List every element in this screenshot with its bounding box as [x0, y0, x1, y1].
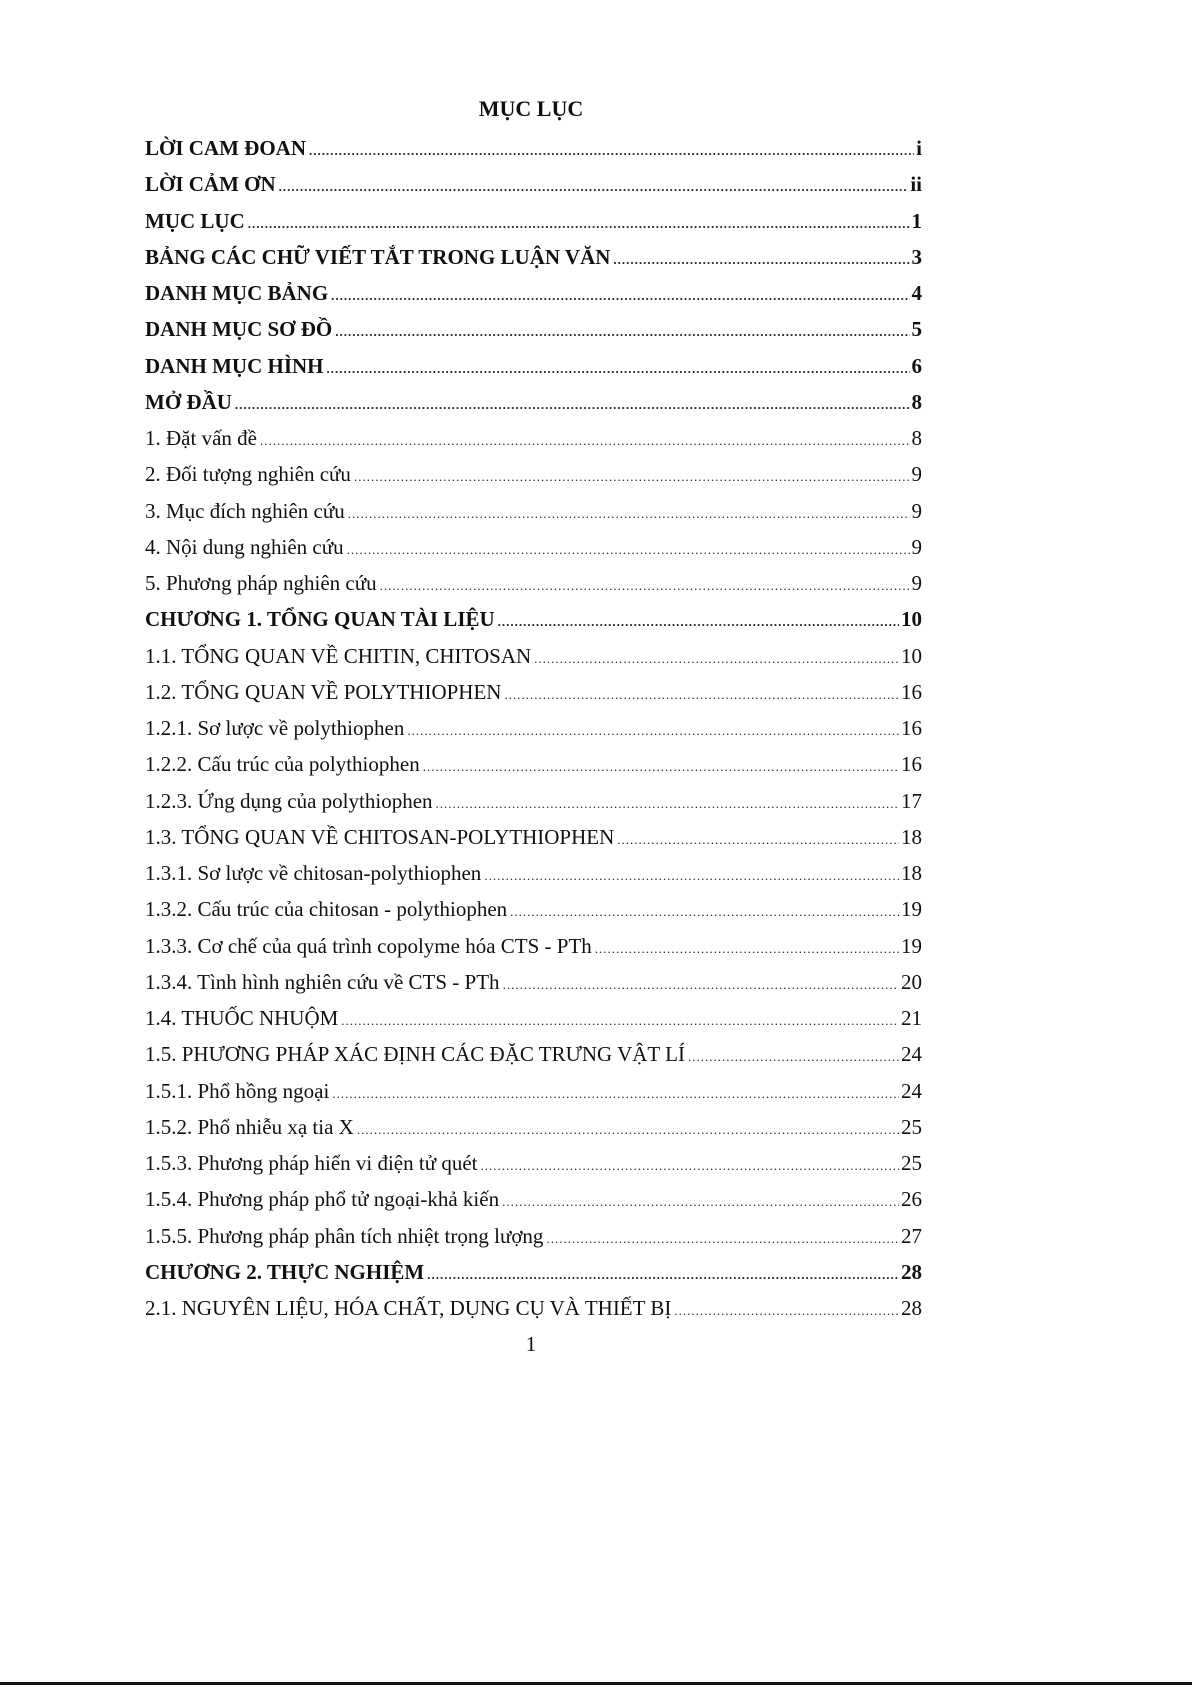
toc-dot-leader — [510, 894, 899, 930]
toc-entry-page: 1 — [911, 208, 922, 233]
toc-entry-title: 1.2.3. Ứng dụng của polythiophen — [145, 788, 433, 813]
toc-entry-title: 5. Phương pháp nghiên cứu — [145, 571, 377, 595]
toc-entry[interactable] — [145, 348, 922, 384]
toc-dot-leader — [613, 242, 909, 278]
toc-dot-leader — [347, 532, 910, 568]
toc-entry-page: 26 — [901, 1187, 922, 1212]
toc-dot-leader — [546, 1221, 899, 1257]
toc-entry-title: LỜI CẢM ƠN — [145, 172, 276, 197]
toc-entry-page: 25 — [901, 1151, 922, 1175]
toc-dot-leader — [595, 931, 899, 967]
toc-dot-leader — [534, 641, 899, 677]
toc-entry-page: 4 — [911, 281, 922, 305]
toc-entry[interactable] — [145, 674, 922, 710]
toc-entry-title: 1. Đặt vấn đề — [145, 426, 257, 450]
toc-entry[interactable] — [145, 891, 922, 927]
toc-dot-leader — [498, 604, 899, 640]
toc-dot-leader — [260, 423, 910, 459]
toc-entry-page: 10 — [901, 607, 922, 632]
toc-entry-title: LỜI CAM ĐOAN — [145, 136, 306, 160]
toc-entry-page: 25 — [901, 1114, 922, 1139]
toc-dot-leader — [332, 1076, 899, 1112]
toc-entry[interactable] — [145, 1145, 922, 1181]
toc-dot-leader — [674, 1293, 899, 1329]
toc-entry-title: 1.3. TỔNG QUAN VỀ CHITOSAN-POLYTHIOPHEN — [145, 824, 615, 849]
toc-dot-leader — [357, 1112, 899, 1148]
toc-entry[interactable] — [145, 130, 922, 166]
toc-entry-page: 20 — [901, 969, 922, 994]
toc-entry-page: 16 — [901, 716, 922, 740]
toc-entry-page: 27 — [901, 1223, 922, 1248]
toc-entry-page: 9 — [911, 571, 922, 595]
toc-entry[interactable] — [145, 783, 922, 819]
toc-dot-leader — [348, 496, 910, 532]
toc-entry[interactable] — [145, 1036, 922, 1072]
toc-entry-page: 19 — [901, 897, 922, 922]
toc-entry-page: 28 — [901, 1259, 922, 1284]
toc-entry[interactable] — [145, 493, 922, 529]
toc-entry-page: i — [916, 136, 922, 160]
toc-dot-leader — [423, 749, 899, 785]
toc-dot-leader — [436, 786, 899, 822]
toc-entry-title: BẢNG CÁC CHỮ VIẾT TẮT TRONG LUẬN VĂN — [145, 244, 611, 269]
toc-entry[interactable] — [145, 166, 922, 202]
toc-entry[interactable] — [145, 710, 922, 746]
toc-entry-title: 1.5.1. Phổ hồng ngoại — [145, 1078, 330, 1103]
toc-entry-page: 6 — [911, 353, 922, 378]
toc-entry-title: 3. Mục đích nghiên cứu — [145, 498, 345, 523]
toc-entry-page: 10 — [901, 643, 922, 668]
toc-entry[interactable] — [145, 1000, 922, 1036]
toc-entry-title: DANH MỤC HÌNH — [145, 353, 324, 378]
toc-entry-page: 8 — [911, 389, 922, 414]
toc-entry-page: 9 — [911, 534, 922, 559]
toc-entry-page: 9 — [911, 462, 922, 487]
toc-dot-leader — [617, 822, 899, 858]
toc-entry-title: 1.5. PHƯƠNG PHÁP XÁC ĐỊNH CÁC ĐẶC TRƯNG VẬT LÍ — [145, 1042, 685, 1067]
toc-dot-leader — [688, 1039, 899, 1075]
toc-dot-leader — [331, 278, 909, 314]
toc-entry-page: 19 — [901, 933, 922, 958]
toc-entry-page: 18 — [901, 824, 922, 849]
toc-entry-title: 4. Nội dung nghiên cứu — [145, 534, 344, 559]
toc-entry[interactable] — [145, 239, 922, 275]
toc-entry-title: 1.2.2. Cấu trúc của polythiophen — [145, 752, 420, 777]
toc-dot-leader — [335, 314, 909, 350]
toc-dot-leader — [354, 459, 910, 495]
toc-entry[interactable] — [145, 855, 922, 891]
toc-entry-title: 1.5.5. Phương pháp phân tích nhiệt trọng lượng — [145, 1223, 544, 1248]
toc-entry[interactable] — [145, 529, 922, 565]
toc-entry-title: CHƯƠNG 1. TỔNG QUAN TÀI LIỆU — [145, 607, 495, 632]
toc-dot-leader — [380, 568, 910, 604]
toc-entry-page: 16 — [901, 679, 922, 704]
toc-dot-leader — [279, 169, 909, 205]
toc-entry-title: 1.5.2. Phổ nhiễu xạ tia X — [145, 1114, 354, 1139]
toc-entry-page: 5 — [911, 317, 922, 342]
toc-entry[interactable] — [145, 1254, 922, 1290]
toc-entry-title: 1.1. TỔNG QUAN VỀ CHITIN, CHITOSAN — [145, 643, 532, 668]
toc-entry[interactable] — [145, 384, 922, 420]
toc-entry-title: 1.5.3. Phương pháp hiển vi điện tử quét — [145, 1151, 478, 1175]
toc-entry-title: 1.5.4. Phương pháp phổ tử ngoại-khả kiến — [145, 1187, 500, 1212]
toc-entry-title: 1.3.1. Sơ lược về chitosan-polythiophen — [145, 861, 482, 885]
toc-dot-leader — [481, 1148, 899, 1184]
toc-entry-page: 16 — [901, 752, 922, 777]
toc-entry[interactable] — [145, 1218, 922, 1254]
toc-entry[interactable] — [145, 1109, 922, 1145]
toc-entry-page: ii — [910, 172, 922, 197]
toc-dot-leader — [407, 713, 899, 749]
toc-entry[interactable] — [145, 1181, 922, 1217]
toc-entry-title: CHƯƠNG 2. THỰC NGHIỆM — [145, 1259, 425, 1284]
toc-entry-page: 28 — [901, 1296, 922, 1320]
toc-entry[interactable] — [145, 420, 922, 456]
toc-entry-page: 3 — [911, 244, 922, 269]
toc-dot-leader — [248, 206, 910, 242]
toc-entry-page: 24 — [901, 1078, 922, 1103]
toc-entry[interactable] — [145, 565, 922, 601]
toc-entry-page: 18 — [901, 861, 922, 885]
toc-entry[interactable] — [145, 456, 922, 492]
toc-entry-page: 17 — [901, 788, 922, 813]
toc-dot-leader — [503, 967, 899, 1003]
toc-dot-leader — [235, 387, 910, 423]
page-title: MỤC LỤC — [478, 96, 584, 121]
toc-entry-title: 2.1. NGUYÊN LIỆU, HÓA CHẤT, DỤNG CỤ VÀ THIẾT BỊ — [145, 1296, 672, 1320]
toc-entry[interactable] — [145, 928, 922, 964]
toc-entry-title: DANH MỤC BẢNG — [145, 281, 329, 305]
toc-entry-title: DANH MỤC SƠ ĐỒ — [145, 317, 333, 342]
toc-entry-page: 21 — [901, 1006, 922, 1030]
toc-entry-page: 9 — [911, 498, 922, 523]
toc-entry[interactable] — [145, 819, 922, 855]
toc-entry-title: 1.3.2. Cấu trúc của chitosan - polythiophen — [145, 897, 508, 922]
toc-entry-page: 24 — [901, 1042, 922, 1067]
toc-entry[interactable] — [145, 638, 922, 674]
toc-dot-leader — [341, 1003, 899, 1039]
toc-entry-title: 1.2. TỔNG QUAN VỀ POLYTHIOPHEN — [145, 679, 502, 704]
toc-dot-leader — [502, 1184, 899, 1220]
toc-dot-leader — [309, 133, 914, 169]
toc-entry-title: 1.3.3. Cơ chế của quá trình copolyme hóa CTS - PTh — [145, 933, 592, 958]
page-number: 1 — [525, 1332, 537, 1356]
toc-entry[interactable] — [145, 311, 922, 347]
toc-dot-leader — [427, 1257, 899, 1293]
toc-dot-leader — [504, 677, 899, 713]
toc-entry[interactable] — [145, 1290, 922, 1326]
toc-entry-title: 1.2.1. Sơ lược về polythiophen — [145, 716, 405, 740]
toc-entry[interactable] — [145, 964, 922, 1000]
toc-entry[interactable] — [145, 203, 922, 239]
toc-entry-title: 1.4. THUỐC NHUỘM — [145, 1006, 339, 1030]
toc-entry-title: 2. Đối tượng nghiên cứu — [145, 462, 351, 487]
toc-entry[interactable] — [145, 1073, 922, 1109]
toc-entry-title: MỤC LỤC — [145, 208, 245, 233]
toc-dot-leader — [327, 351, 910, 387]
toc-dot-leader — [484, 858, 899, 894]
toc-entry[interactable] — [145, 275, 922, 311]
toc-entry-title: 1.3.4. Tình hình nghiên cứu về CTS - PTh — [145, 969, 500, 994]
toc-entry-page: 8 — [911, 426, 922, 450]
toc-entry-title: MỞ ĐẦU — [145, 389, 232, 414]
toc-entry[interactable] — [145, 746, 922, 782]
table-of-contents — [145, 130, 922, 1326]
toc-entry[interactable] — [145, 601, 922, 637]
